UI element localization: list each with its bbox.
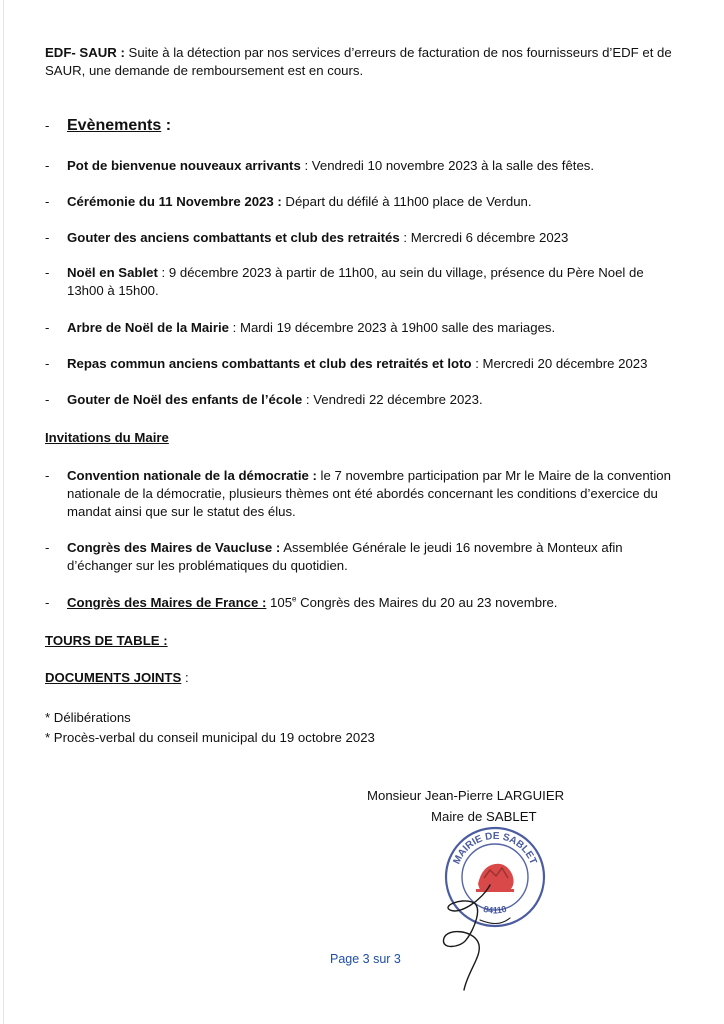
edf-saur-paragraph [45,44,685,80]
bullet-dash: - [45,230,50,245]
bullet-dash: - [45,356,50,371]
ordinal-superscript: e [292,594,297,604]
event-item-text [67,193,679,211]
documents-title: DOCUMENTS JOINTS [45,670,182,685]
invitation-label: Convention nationale de la démocratie : [67,468,317,483]
events-heading [67,117,679,135]
invitations-heading: Invitations du Maire [45,430,169,445]
event-item-text [67,264,679,300]
event-label: Gouter de Noël des enfants de l’école [67,392,303,407]
document-item: * Délibérations [45,710,131,725]
bullet-dash: - [45,320,50,335]
stamp-text: MAIRIE DE SABLET [451,830,539,867]
event-detail: : Mercredi 6 décembre 2023 [399,230,569,245]
event-detail: : Vendredi 10 novembre 2023 à la salle des fêtes. [300,158,595,173]
documents-heading [45,669,189,687]
invitation-detail: Congrès des Maires du 20 au 23 novembre. [296,595,558,610]
event-label: Noël en Sablet [67,265,158,280]
event-item-text [67,391,679,409]
svg-text:MAIRIE DE SABLET [452,831,539,866]
event-label: Cérémonie du 11 Novembre 2023 : [67,194,282,209]
event-detail: : 9 décembre 2023 à partir de 11h00, au sein du village, présence du Père Noel de 13h00 à 15h00. [67,265,644,298]
page-number: Page 3 sur 3 [330,952,401,966]
invitation-item-text [67,539,679,575]
invitation-label: Congrès des Maires de France : [67,595,267,610]
event-item-text [67,229,679,247]
invitation-item-text [67,467,679,521]
bullet-dash: - [45,392,50,407]
invitation-item-text [67,594,679,612]
event-label: Repas commun anciens combattants et club des retraités et loto [67,356,472,371]
invitation-detail: le 7 novembre participation par Mr le Maire de la convention nationale de la démocratie, plusieurs thèmes ont été abordés concernant les conditions d’exercice du mandat ainsi que sur le statut des élus. [67,468,671,519]
bullet-dash: - [45,118,50,133]
invitation-detail: Assemblée Générale le jeudi 16 novembre à Monteux afin d’échanger sur les problématiques du quotidien. [67,540,623,573]
event-label: Arbre de Noël de la Mairie [67,320,229,335]
invitation-ordinal: 105 [266,595,293,610]
document-item: * Procès-verbal du conseil municipal du 19 octobre 2023 [45,730,375,745]
tours-de-table-heading: TOURS DE TABLE : [45,633,168,648]
bullet-dash: - [45,265,50,280]
signer-name: Monsieur Jean-Pierre LARGUIER [367,788,565,803]
documents-title-suffix: : [181,670,189,685]
bullet-dash: - [45,540,50,555]
event-item-text [67,355,679,373]
event-detail: : Vendredi 22 décembre 2023. [302,392,483,407]
events-title-suffix: : [161,117,172,134]
event-item-text [67,319,679,337]
event-detail: Départ du défilé à 11h00 place de Verdun. [281,194,532,209]
event-label: Pot de bienvenue nouveaux arrivants [67,158,301,173]
stamp-number: 84110 [482,903,508,916]
bullet-dash: - [45,158,50,173]
signer-role: Maire de SABLET [431,809,537,824]
bullet-dash: - [45,595,50,610]
events-title: Evènements [67,117,162,134]
handwritten-signature [420,880,540,1000]
event-detail: : Mercredi 20 décembre 2023 [471,356,648,371]
event-label: Gouter des anciens combattants et club des retraités [67,230,400,245]
bullet-dash: - [45,194,50,209]
bullet-dash: - [45,468,50,483]
edf-saur-text: Suite à la détection par nos services d’erreurs de facturation de nos fournisseurs d’EDF et de SAUR, une demande de remboursement est en cours. [45,45,672,78]
event-item-text [67,157,679,175]
invitation-label: Congrès des Maires de Vaucluse : [67,540,281,555]
edf-saur-label: EDF- SAUR : [45,45,125,60]
scan-edge [3,0,4,1024]
event-detail: : Mardi 19 décembre 2023 à 19h00 salle des mariages. [228,320,556,335]
